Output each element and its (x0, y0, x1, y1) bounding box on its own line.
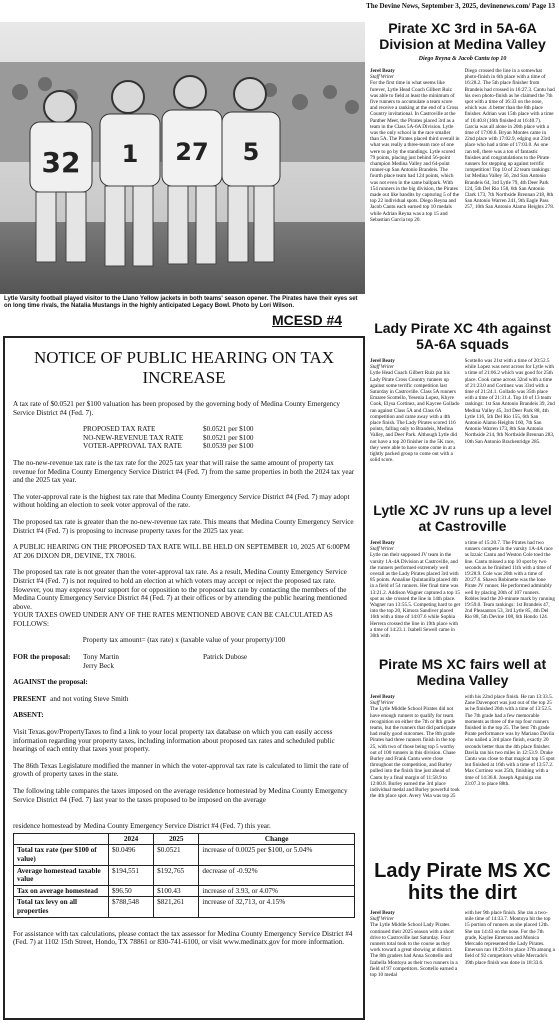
rate-row: VOTER-APPROVAL TAX RATE $0.0539 per $100 (83, 442, 254, 451)
article-pirate-xc (370, 20, 555, 278)
table-row: Total tax rate (per $100 of value) $0.0496 $0.0521 increase of 0.0025 per $100, or 5.04% (14, 845, 355, 865)
jersey-number: 5 (242, 138, 260, 166)
notice-paragraph: The 86th Texas Legislature modified the manner in which the voter-approval tax rate is calculated to limit the rate of growth of property taxes in the state. (13, 761, 349, 779)
jersey-number: 27 (175, 138, 209, 166)
present-not-voting: PRESENT and not voting Steve Smith (13, 694, 129, 703)
tax-rates-list (83, 425, 355, 451)
photo-caption: Lytle Varsity football played visitor to the Llano Yellow jackets in both teams' season opener. The Pirates have their eyes set on long time rivals, the Natalia Mustangs in the highly anticipated Legacy Bowl. Photo by Lori Wilson. (4, 296, 358, 309)
public-hearing-notice (3, 336, 365, 1020)
article-headline: Lady Pirate MS XC hits the dirt (374, 860, 551, 904)
for-proposal: FOR the proposal: Tony Martin Jerry Beck Patrick Dubose (13, 653, 248, 670)
article-col-2: with her 9th place finish. She ran a two-mile time of 14:33.7. Montoya hit the top 15 portion of runners as she placed 12th. She ran 14:43 on the nose. For the 7th grade, Kaylee Emerson and Monica Mercado represented the Lady Pirates. Emerson ran 18:29.8 to place 37th among a field of 92 competitors while Mercado's 39th place finish was done in 18:33.6. (464, 910, 555, 966)
notice-paragraph: YOUR TAXES OWED UNDER ANY OF THE RATES MENTIONED ABOVE CAN BE CALCULATED AS FOLLOWS: (13, 611, 333, 628)
article-col-1: Jerel Beaty Staff Writer Lytle ran their supposed JV team in the varsity 1A-4A Division at Castroville, and the runners performed extremely well overall as the Lady Pirates placed 3rd with 85 points. Annaline Quintanilla placed 4th in a field of 54 runners. Her final time was 13:21.2. Addison Wagner captured a top 15 spot as she crossed the line in 14th place. Wagner ran 13:55.5. Competing hard to get into the top 20, Kimora Sandiver placed 16th with a time of 14:07.6 while Sophia Herrera crossed the line in 19th place with a time of 14:23.1. Isabell Sewell came in 30th with (370, 540, 461, 640)
rate-row: PROPOSED TAX RATE $0.0521 per $100 (83, 425, 254, 434)
jersey-number: 1 (121, 140, 139, 168)
table-row: Average homestead taxable value $194,551 $192,765 decrease of -0.92% (14, 865, 355, 885)
notice-paragraph: A PUBLIC HEARING ON THE PROPOSED TAX RATE WILL BE HELD ON SEPTEMBER 10, 2025 AT 6:00PM AT 206 DIXON DR, DEVINE, TX 78016. (13, 543, 351, 560)
article-lady-pirate-xc (370, 320, 555, 508)
article-lady-pirate-ms-xc (370, 860, 555, 1022)
section-label: MCESD #4 (272, 312, 343, 328)
article-pirate-ms-xc (370, 656, 555, 842)
article-headline: Lytle XC JV runs up a level at Castroville (373, 502, 552, 534)
against-proposal: AGAINST the proposal: (13, 678, 88, 687)
tax-comparison-table (13, 833, 355, 918)
article-col-2: with his 22nd place finish. He ran 13:33.5. Zane Davenport was just out of the top 25 as he finished 26th with a time of 13:52.5. The 7th grade had a few memorable moments as three of the top four runners finished in the top 25. The best 7th grade Pirate performance was by Mariano Davila who nailed a 3rd place finish, exactly 20 seconds better than the 4th place finisher. Davila ran his two miles in 12:53.9. Drake Cantu was close to that magical top 15 spot but finished at 16th with a time of 13:57.2. Max Cortinez was 25th, finishing with a time of 14:36.8. Joseph Aguiniga ran 23:07.3 to place 88th. (464, 694, 555, 787)
notice-paragraph: The no-new-revenue tax rate is the tax rate for the 2025 tax year that will raise the same amount of property tax revenue for Medina County Emergency Service District #4 (Fed. 7) from the same properties in both the 2024 tax year and the 2025 tax year. (13, 458, 355, 485)
notice-paragraph: The voter-approval rate is the highest tax rate that Medina County Emergency Service District #4 (Fed. 7) may adopt without holding an election to seek voter approval of the rate. (13, 492, 350, 510)
article-subhead: Diego Reyna & Jacob Cantu top 10 (418, 56, 507, 62)
table-row: Total tax levy on all properties $788,548 $821,261 increase of 32,713, or 4.15% (14, 897, 355, 917)
notice-paragraph: The proposed tax rate is not greater than the voter-approval tax rate. As a result, Medina County Emergency Service District #4 (Fed. 7) is not required to hold an election at which voters may accept or reject the proposed tax rate. However, you may express your support for or opposition to the proposed tax rate by contacting the members of the Medina County Emergency Service District #4 (Fed. 7) at their offices or by attending the public hearing mentioned above. (13, 568, 347, 611)
notice-paragraph: A tax rate of $0.0521 per $100 valuation has been proposed by the governing body of Medina County Emergency Service District #4 (Fed. 7). (13, 400, 341, 417)
football-players-image (0, 22, 365, 294)
article-col-1: Jerel Beaty Staff Writer The Lytle Middle School Lady Pirates continued their 2025 season with a short drive to Castroville last Saturday. Four runners total took to the course as they work toward a great showing at district. The 8th graders had Anna Scottello and Izabella Montoya as their two runners in a field of 97 competitors. Scottello earned a top 10 medal (370, 910, 458, 979)
notice-paragraph: The following table compares the taxes imposed on the average residence homestead by Medina County Emergency Service District #4 (Fed. 7) last year to the taxes proposed to be imposed on the average (13, 787, 348, 804)
absent: ABSENT: (13, 711, 44, 720)
article-headline: Pirate MS XC fairs well at Medina Valley (378, 656, 547, 688)
notice-paragraph: Visit Texas.gov/PropertyTaxes to find a link to your local property tax database on which you can easily access information regarding your property taxes, including information about proposed tax rates and scheduled public hearings of each entity that taxes your property. (13, 728, 335, 754)
article-headline: Lady Pirate XC 4th against 5A-6A squads (374, 320, 551, 352)
jersey-number: 32 (41, 146, 81, 179)
table-row: Tax on average homestead $96.50 $100.43 increase of 3.93, or 4.07% (14, 885, 355, 897)
page-header: The Devine News, September 3, 2025, devinenews.com/ Page 13 (366, 2, 555, 10)
notice-paragraph: For assistance with tax calculations, please contact the tax assessor for Medina County Emergency Service District #4 (Fed. 7) at 1102 15th Street, Hondo, TX 78861 or 830-741-6100, or visit www.medinatx.gov for more information. (13, 929, 353, 947)
article-col-1: Jerel Beaty Staff Writer The Lytle Middle School Pirates did not have enough runners to qualify for team recognition on either the 7th or 8th grade teams, but the runners that did participate had really good outcomes. The 8th grade Pirates had three runners finish in the top 25, with two of those being top 5 worthy out of 100 runners in this division. Chase Burley and Frank Cantu were close throughout the competition, and Burley pulled into the finish line just ahead of Cantu by a final margin of 11:58.9 to 12:00.8. Burley earned the 3rd place individual medal and Burley powerful took the 4th place spot. Avery Vela was top 25 (370, 694, 460, 800)
notice-title: NOTICE OF PUBLIC HEARING ON TAX INCREASE (33, 348, 335, 387)
tax-formula: Property tax amount= (tax rate) x (taxable value of your property)/100 (82, 636, 286, 645)
notice-paragraph: The proposed tax rate is greater than the no-new-revenue tax rate. This means that Medina County Emergency Service District #4 (Fed. 7) is proposing to increase property taxes for the 2025 tax year. (13, 517, 354, 535)
article-headline: Pirate XC 3rd in 5A-6A Division at Medina Valley (379, 20, 546, 52)
notice-paragraph: residence homestead by Medina County Emergency Service District #4 (Fed. 7) this year. (13, 822, 271, 831)
article-col-2: Diego crossed the line in a somewhat photo-finish in 6th place with a time of 16:28.2. The 5th place finisher from Brandeis had crossed in 16:27.3. Cantu had his own photo-finish as he claimed the 7th spot with a time of 16:33 on the nose, which was .4 better than the 8th place finisher. Adrian was 15th place with a time of 16:40.8 (16th finished at 16:40.7). Garcia was all alone in 20th place with a time of 17:00.6. Bryan Montes came in 22nd place with 17:02.9, edging out 23rd place who had a time of 17:03.0. As one can tell, there was a ton of fantastic finishes and congratulations to the Pirate runners for stepping up against terrific competition! Top 10 of 22 team rankings: 1st Medina Valley 56, 2nd San Antonio Brandeis 64, 3rd Lytle 79, 4th Deer Park 124, 5th Del Rio 158, 6th San Antonio Clark 173, 7th Northside Brennan 218, 8th San Antonio Warren 241, 9th Eagle Pass 257, 10th San Antonio Alamo Heights 278. (464, 68, 555, 211)
rate-row: NO-NEW-REVENUE TAX RATE $0.0521 per $100 (83, 433, 254, 442)
table-header-row: 2024 2025 Change (14, 833, 355, 845)
article-col-2: Scottello was 21st with a time of 20:52.5 while Lopez was next across for Lytle with a time of 21:06.2 which was good for 25th place. Cook came across 32nd with a time of 21:23.0 and Cortinez was 33rd with a time of 21:24.1. Gollado was 35th place with a time of 21:31.4. Top 10 of 13 team rankings: 1st San Antonio Brandeis 39, 2nd Medina Valley 45, 3rd Deer Park 88, 4th Lytle 116, 5th Del Rio 155, 6th San Antonio Alamo Heights 160, 7th San Antonio Warren 173, 8th San Antonio Northside 214, 9th Northside Brennan 283, 10th San Antonio Brackenridge 285. (464, 358, 555, 445)
article-col-1: Jerel Beaty Staff Writer Lytle Head Coach Gilbert Ruiz put his Lady Pirate Cross Country runners up against some terrific competition last Saturday in Castroville. Class 5A runners Emaree Scottello, Yesenia Lopez, Khyre Cook, Elysa Cortinez, and Kaycee Gollado ran against Class 5A and Class 6A competition and came away with a 4th place finish. The Lady Pirates scored 116 points, falling only to Brandeis, Medina Valley, and Deer Park. Although Lytle did not have a top 20 finisher in the 5K race, they were able to have some come in at a tightly packed group to come out with a solid score. (370, 358, 460, 464)
article-col-1: Jerel Beaty Staff Writer For the first time in what seems like forever, Lytle Head Coach Gilbert Ruiz was able to field at least the minimum of five runners to accumulate a team score and receive a ranking at the end of a Cross Country invitational. In Castroville at the Panther Meet, the Pirates placed 3rd as a team in the Class 5A-6A Division. Lytle was the only school in the race smaller than 5A. The Pirates placed third overall in what was really a three-team race of one were to go by the standings. Lytle scored 79 points, placing just behind 56-point champion Medina Valley and 64-point runner-up San Antonio Brandeis. The fourth place team had 124 points, which was not even in the same ballpark. With 154 runners in the big division, the Pirates made out like bandits by capturing 5 of the top 22 individual spots. Diego Reyna and Jacob Cantu each earned top 10 medals while Adrian Reyna was a top 15 and Sebastian Garcia top 20. (370, 68, 460, 223)
football-photo (0, 22, 365, 294)
article-col-2: a time of 15:20.7. The Pirates had two runners compete in the varsity 1A-4A race as Izzaic Cantu and Weston Cole toed the line. Cantu missed a top 10 spot by two seconds as he finished 11th with a time of 19:28.9. Cole was 20th with a time of 20:27.6. Shawn Robinette was the lone Pirate JV runner. He performed admirably well by placing 20th of 107 runners. Robles lead the 20-minute mark by running 19:59.0. Team rankings: 1st Brandeis 47, 2nd Pleasanton 53, 3rd Lytle 85, 4th Del Rio 88, 5th Devine 108, 6th Hondo 124. (464, 540, 555, 621)
